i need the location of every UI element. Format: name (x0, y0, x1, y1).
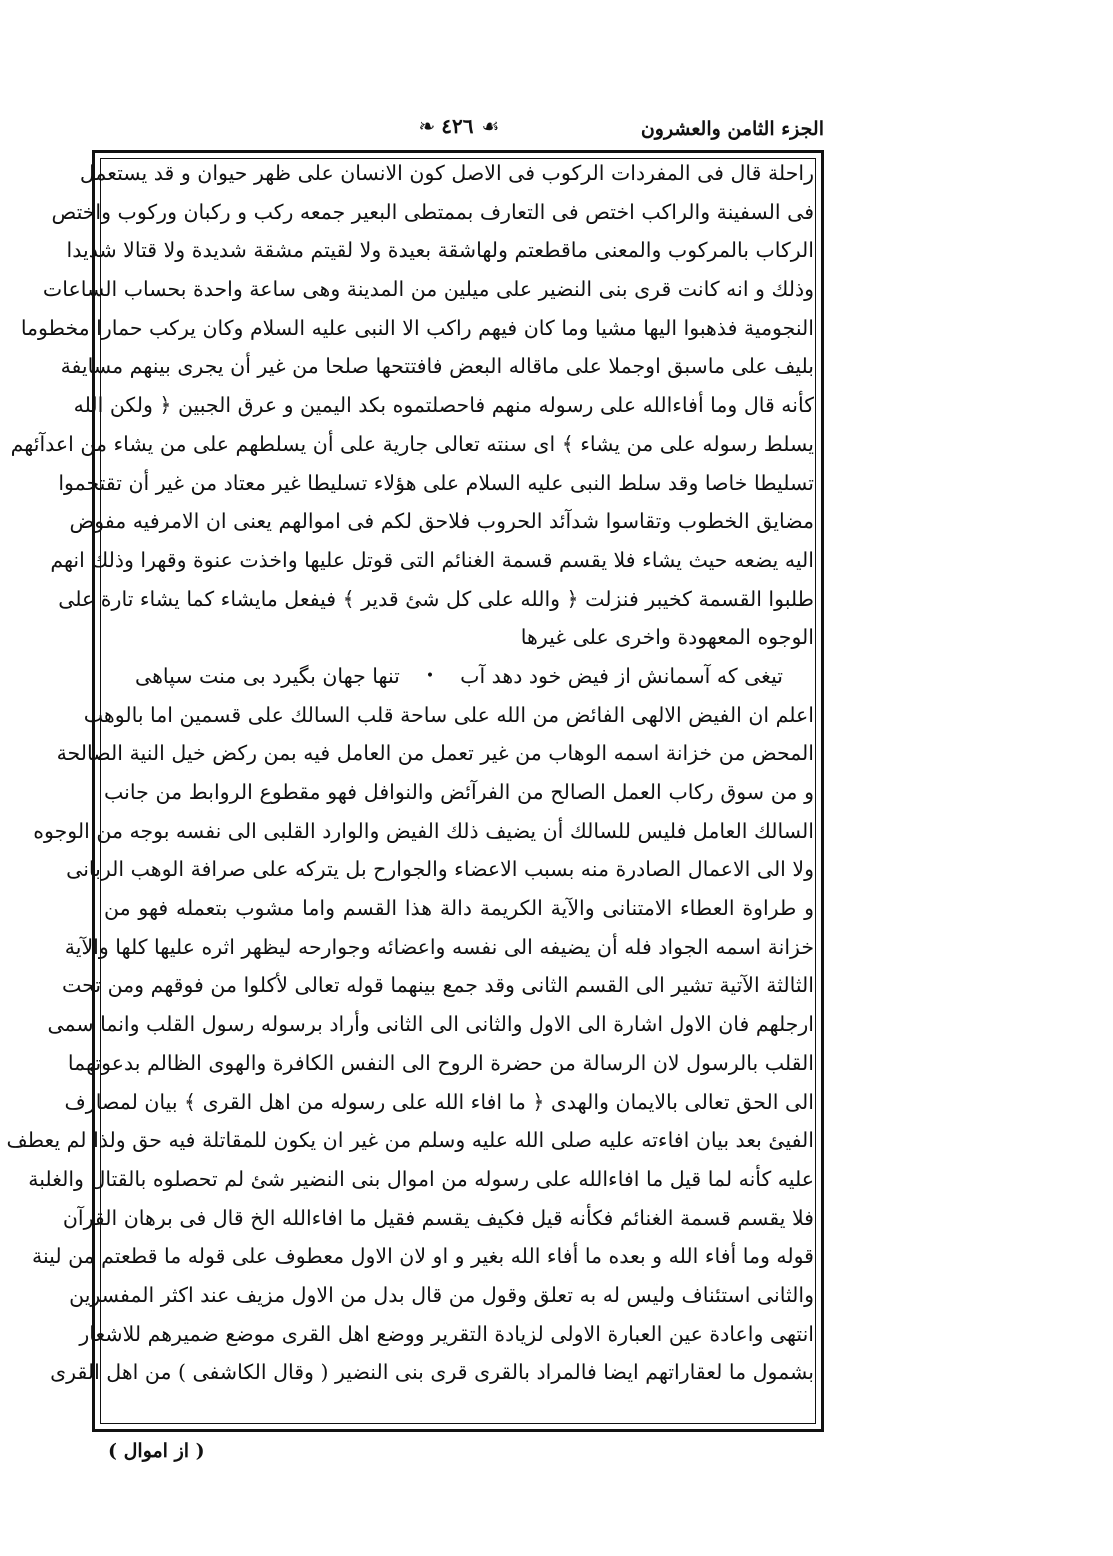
text-line: والثانى استئناف وليس له به تعلق وقول من قال بدل من الاول مزيف عند اكثر المفسرين (69, 1282, 814, 1307)
page-number: ٤٢٦ (441, 114, 474, 138)
text-line: ولا الى الاعمال الصادرة منه بسبب الاعضاء والجوارح بل يتركه على صرافة الوهب الربانى (66, 857, 814, 882)
text-line: الوجوه المعهودة واخرى على غيرها (520, 625, 814, 650)
text-line: فى السفينة والراكب اختص فى التعارف بممتطى البعير جمعه ركب و ركبان وركوب واختص (51, 199, 814, 224)
ornament-left-icon: ❧ (418, 114, 434, 138)
text-line: قوله وما أفاء الله و بعده ما أفاء الله بغير و او لان الاول معطوف على قوله ما قطعتم من لينة (31, 1244, 814, 1269)
text-line: فلا يقسم قسمة الغنائم فكأنه قيل فكيف يقسم فقيل ما افاءالله الخ قال فى برهان القرآن (62, 1205, 814, 1230)
text-line: الركاب بالمركوب والمعنى ماقطعتم ولهاشقة بعيدة ولا لقيتم مشقة شديدة ولا قتالا شديدا (66, 238, 814, 263)
ornament-right-icon: ☙ (481, 114, 498, 138)
text-line: ارجلهم فان الاول اشارة الى الاول والثانى الى الثانى وأراد برسوله رسول القلب وانما سمى (47, 1012, 814, 1037)
text-line: و طراوة العطاء الامتنانى والآية الكريمة دالة هذا القسم واما مشوب بتعمله فهو من (104, 896, 814, 921)
text-line: الفيئ بعد بيان افاءته عليه صلى الله عليه وسلم من غير ان يكون للمقاتلة فيه حق ولذا لم يعطف (6, 1128, 814, 1153)
text-line: النجومية فذهبوا اليها مشيا وما كان فيهم راكب الا النبى عليه السلام وكان يركب حمارا مخطوما (20, 315, 814, 340)
text-line: مضايق الخطوب وتقاسوا شدآئد الحروب فلاحق لكم فى اموالهم يعنى ان الامرفيه مفوض (69, 509, 814, 534)
text-line: السالك العامل فليس للسالك أن يضيف ذلك الفيض والوارد القلبى الى نفسه بوجه من الوجوه (33, 818, 814, 843)
verse-separator: • (425, 667, 435, 684)
text-line: عليه كأنه لما قيل ما افاءالله على رسوله من اموال بنى النضير شئ لم تحصلوه بالقتال والغلبة (28, 1166, 814, 1191)
text-line: يسلط رسوله على من يشاء ﴾ اى سنته تعالى جارية على أن يسلطهم على من يشاء من اعدآئهم (10, 431, 814, 456)
verse-hemistich-1: تيغى كه آسمانش از فيض خود دهد آب (460, 663, 783, 688)
text-line: كأنه قال وما أفاءالله على رسوله منهم فاحصلتموه بكد اليمين و عرق الجبين ﴿ ولكن الله (73, 393, 814, 418)
text-line: خزانة اسمه الجواد فله أن يضيفه الى نفسه واعضائه وجوارحه ليظهر اثره عليها كلها والآية (64, 934, 814, 959)
text-line: و من سوق ركاب العمل الصالح من الفرآئض والنوافل فهو مقطوع الروابط من جانب (104, 780, 814, 804)
body-text (6, 154, 814, 1392)
text-line: اليه يضعه حيث يشاء فلا يقسم قسمة الغنائم التى قوتل عليها واخذت عنوة وقهرا وذلك انهم (50, 547, 814, 572)
text-line: تسليطا خاصا وقد سلط النبى عليه السلام على هؤلاء تسليطا غير معتاد من غير أن تقتحموا (58, 470, 814, 495)
text-line: الى الحق تعالى بالايمان والهدى ﴿ ما افاء الله على رسوله من اهل القرى ﴾ بيان لمصارف (64, 1089, 814, 1114)
text-line: راحلة قال فى المفردات الركوب فى الاصل كون الانسان على ظهر حيوان و قد يستعمل (79, 161, 814, 185)
text-line: انتهى واعادة عين العبارة الاولى لزيادة التقرير ووضع اهل القرى موضع ضميرهم للاشعار (79, 1321, 814, 1346)
text-line: بليف على ماسبق اوجملا على ماقاله البعض فافتتحها صلحا من غير أن يجرى بينهم مسايفة (60, 354, 814, 379)
text-line: المحض من خزانة اسمه الوهاب من غير تعمل من العامل فيه بمن ركض خيل النية الصالحة (56, 741, 814, 766)
page-number-block (419, 114, 498, 138)
text-line: القلب بالرسول لان الرسالة من حضرة الروح الى النفس الكافرة والهوى الظالم بدعوتهما (67, 1050, 814, 1075)
catchword: ( از اموال ) (108, 1440, 205, 1462)
verse-hemistich-2: تنها جهان بگيرد بى منت سپاهى (135, 663, 400, 688)
persian-verse (104, 657, 814, 696)
text-line: اعلم ان الفيض الالهى الفائض من الله على ساحة قلب السالك على قسمين اما بالوهب (83, 702, 814, 727)
running-title: الجزء الثامن والعشرون (640, 118, 824, 140)
text-line: الثالثة الآتية تشير الى القسم الثانى وقد جمع بينهما قوله تعالى لأكلوا من فوقهم ومن تحت (61, 973, 814, 998)
text-line: بشمول ما لعقاراتهم ايضا فالمراد بالقرى قرى بنى النضير ( وقال الكاشفى ) من اهل القرى (50, 1360, 814, 1385)
page-header (92, 112, 824, 146)
text-line: وذلك و انه كانت قرى بنى النضير على ميلين من المدينة وهى ساعة واحدة بحساب الساعات (42, 277, 814, 302)
text-line: طلبوا القسمة كخيبر فنزلت ﴿ والله على كل شئ قدير ﴾ فيفعل مايشاء كما يشاء تارة على (58, 586, 814, 611)
